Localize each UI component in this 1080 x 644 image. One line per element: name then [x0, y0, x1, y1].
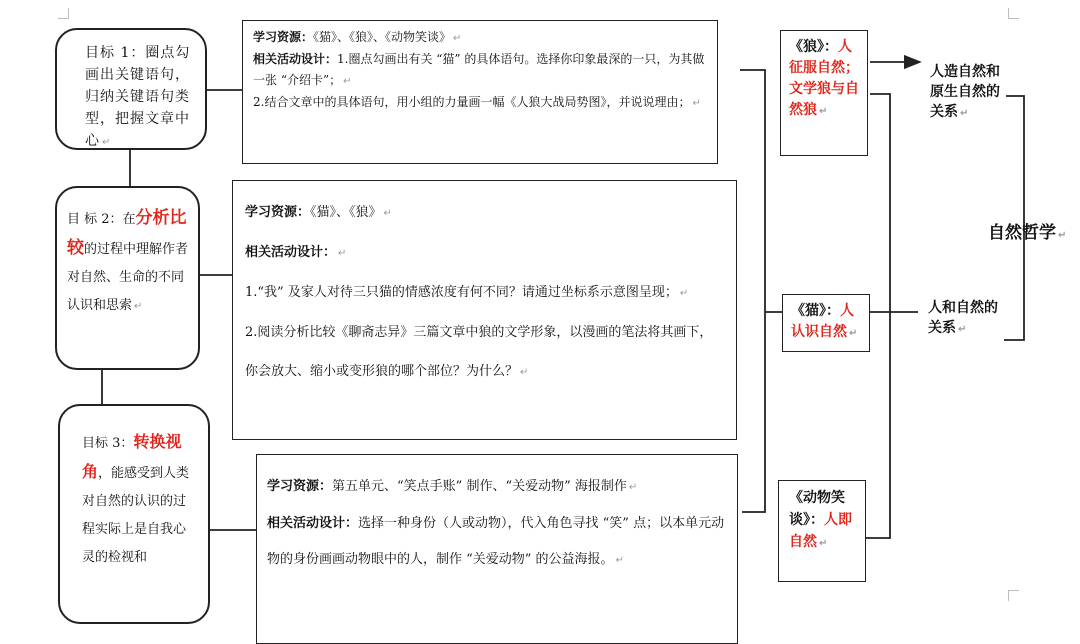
goal-2-highlight-compare: 比较	[67, 208, 187, 258]
tag-wolf-highlight: 人征服自然；文学狼与自然狼	[789, 39, 859, 118]
box-3-resource-label: 学习资源：	[267, 479, 333, 494]
box-2-resource-value: 《猫》、《狼》	[310, 205, 382, 220]
goal-3-highlight-switch: 转换	[133, 432, 166, 451]
tag-wolf: 《狼》：人征服自然；文学狼与自然狼 ↵	[780, 30, 868, 156]
box-2-activity-1: 1.“我” 及家人对待三只猫的情感浓度有何不同？请通过坐标系示意图呈现；	[245, 285, 678, 300]
tag-animal-talk-highlight: 人即自然	[789, 512, 852, 550]
box-2-activity-2: 2.阅读分析比较《聊斋志异》三篇文章中狼的文学形象，以漫画的笔法将其画下，你会放大、缩小或变形狼的哪个部位？为什么？	[245, 325, 713, 379]
activity-box-2: 学习资源：《猫》、《狼》 ↵ 相关活动设计： ↵ 1.“我” 及家人对待三只猫的情感浓度有何不同？请通过坐标系示意图呈现； ↵ 2.阅读分析比较《聊斋志异》三篇文章中狼的文学形象，以漫画的笔法将其画下，你会放大、缩小或变形狼的哪个部位？为什么？ ↵	[232, 180, 737, 440]
goal-2-box: 目 标 2：在分析比较的过程中理解作者对自然、生命的不同认识和思索 ↵	[55, 186, 200, 370]
goal-2-prefix: 目 标 2：在	[67, 212, 136, 227]
tag-cat-title: 《猫》：	[791, 303, 840, 319]
tag-wolf-title: 《狼》：	[789, 39, 838, 55]
goal-3-text: ，能感受到人类对自然的认识的过程实际上是自我心灵的检视和	[82, 466, 190, 565]
tag-cat: 《猫》：人认识自然 ↵	[782, 294, 870, 352]
goal-3-box	[58, 404, 210, 624]
box-1-resource-label: 学习资源：	[253, 30, 314, 44]
page-corner-mark	[1008, 590, 1019, 601]
goal-2-text: 的过程中理解作者对自然、生命的不同认识和思索	[67, 242, 189, 313]
tag-animal-talk-title: 《动物笑谈》：	[789, 490, 845, 528]
goal-3-highlight-perspective: 视角	[82, 432, 182, 481]
activity-box-1: 学习资源：《猫》、《狼》、《动物笑谈》 ↵ 相关活动设计：1.圈点勾画出有关 “猫” 的具体语句。选择你印象最深的一只，为其做一张 “介绍卡”； ↵ 2.结合文章中的具体语句，用小组的力量画一幅《人狼大战局势图》，并说说理由； ↵	[242, 20, 718, 164]
philosophy-label: 自然哲学 ↵	[988, 223, 1067, 243]
tag-animal-talk: 《动物笑谈》：人即自然 ↵	[778, 480, 866, 582]
box-3-activity: 选择一种身份（人或动物），代入角色寻找 “笑” 点；以本单元动物的身份画画动物眼中的人，制作 “关爱动物” 的公益海报。	[267, 516, 725, 567]
box-2-resource-label: 学习资源：	[245, 205, 311, 220]
box-3-activity-label: 相关活动设计：	[267, 516, 359, 531]
box-1-activity-1: 1.圈点勾画出有关 “猫” 的具体语句。选择你印象最深的一只，为其做一张 “介绍卡”；	[253, 52, 705, 87]
page-corner-mark	[58, 8, 69, 19]
box-2-activity-label: 相关活动设计：	[245, 245, 337, 260]
relation-label-2: 人和自然的关系 ↵	[928, 300, 998, 336]
goal-1-text: 目标 1：圈点勾画出关键语句，归纳关键语句类型，把握文章中心	[85, 45, 191, 149]
box-1-activity-2: 2.结合文章中的具体语句，用小组的力量画一幅《人狼大战局势图》，并说说理由；	[253, 95, 691, 109]
page-corner-mark	[1008, 8, 1019, 19]
tag-cat-highlight: 人认识自然	[791, 303, 854, 340]
goal-3-prefix: 目标 3：	[82, 436, 134, 451]
goal-2-highlight-analyze: 分析	[135, 208, 170, 228]
box-1-resource-value: 《猫》、《狼》、《动物笑谈》	[313, 30, 452, 44]
box-1-activity-label: 相关活动设计：	[253, 52, 338, 66]
goal-1-box: 目标 1：圈点勾画出关键语句，归纳关键语句类型，把握文章中心 ↵	[55, 28, 207, 150]
box-3-resource-value: 第五单元、“笑点手账” 制作、“关爱动物” 海报制作	[332, 479, 627, 494]
relation-label-1: 人造自然和原生自然的关系 ↵	[930, 64, 1000, 120]
activity-box-3: 学习资源：第五单元、“笑点手账” 制作、“关爱动物” 海报制作 ↵ 相关活动设计：选择一种身份（人或动物），代入角色寻找 “笑” 点；以本单元动物的身份画画动物眼中的人，制作 “关爱动物” 的公益海报。 ↵	[256, 454, 738, 644]
